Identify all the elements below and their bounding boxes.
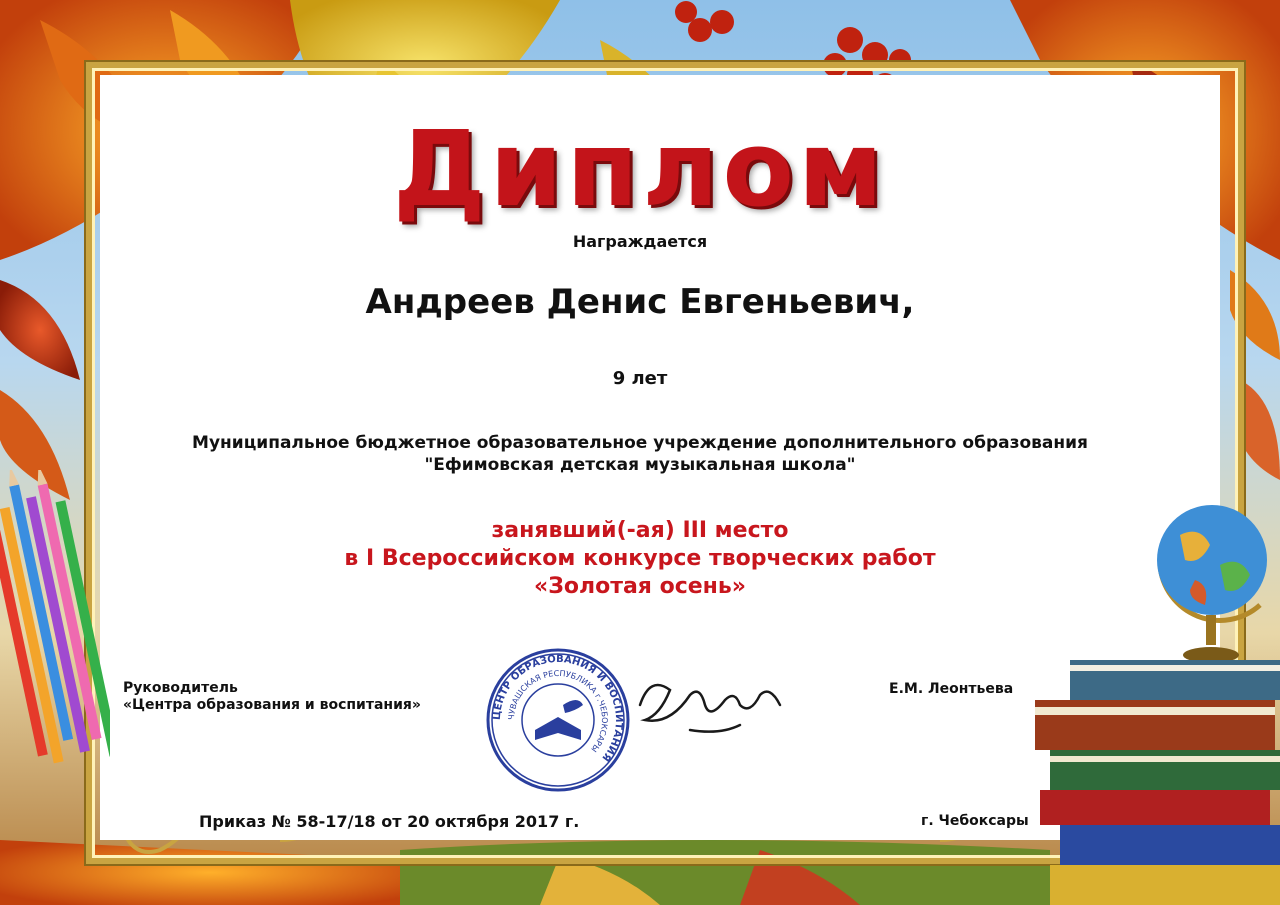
institution-line-1: Муниципальное бюджетное образовательное учреждение дополнительного образования bbox=[192, 433, 1088, 453]
stamp-inner-text: ЧУВАШСКАЯ РЕСПУБЛИКА г.ЧЕБОКСАРЫ bbox=[506, 668, 610, 754]
signer-title-line-1: Руководитель bbox=[123, 680, 238, 696]
achievement-line-2: в I Всероссийском конкурсе творческих работ bbox=[344, 546, 936, 571]
signer-name: Е.М. Леонтьева bbox=[889, 681, 1014, 697]
books-icon bbox=[1030, 655, 1280, 905]
achievement-line-1: занявший(-ая) III место bbox=[491, 518, 789, 543]
order-text: Приказ № 58-17/18 от 20 октября 2017 г. bbox=[199, 812, 580, 831]
signature-icon bbox=[630, 665, 800, 755]
signer-title-line-2: «Центра образования и воспитания» bbox=[123, 697, 421, 713]
stamp-icon bbox=[483, 645, 633, 795]
city-text: г. Чебоксары bbox=[921, 813, 1029, 829]
recipient-age: 9 лет bbox=[612, 368, 668, 389]
institution-line-2: "Ефимовская детская музыкальная школа" bbox=[424, 455, 856, 475]
signer-title bbox=[123, 680, 421, 714]
stamp-outer-text: ЦЕНТР ОБРАЗОВАНИЯ И ВОСПИТАНИЯ bbox=[491, 653, 625, 764]
pencils-icon bbox=[0, 470, 110, 770]
diploma-title: Диплом bbox=[393, 108, 887, 230]
awarded-label: Награждается bbox=[572, 232, 708, 251]
achievement-line-3: «Золотая осень» bbox=[534, 574, 746, 599]
recipient-name: Андреев Денис Евгеньевич, bbox=[365, 282, 915, 322]
